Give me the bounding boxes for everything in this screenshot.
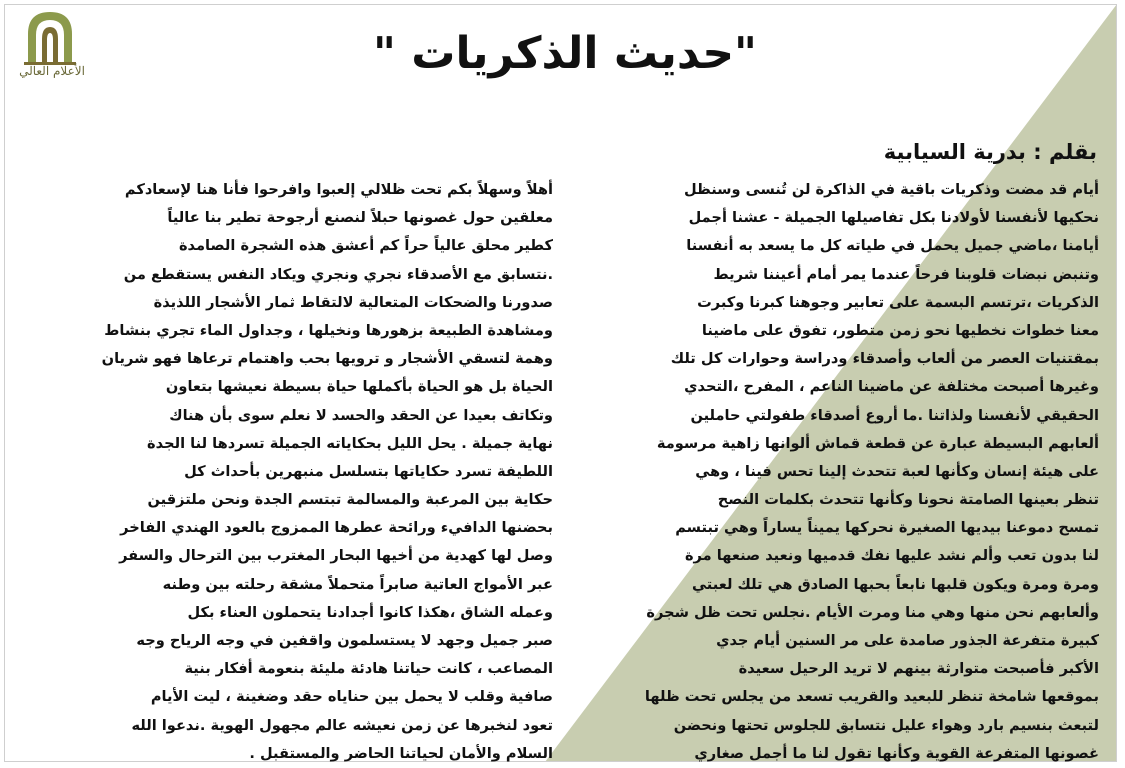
text-line: عبر الأمواج العاتية صابراً متحملاً مشقة رحلته بين وطنه <box>162 575 553 593</box>
text-line: وصل لها كهدية من أخيها البحار المغترب بين الترحال والسفر <box>119 547 553 565</box>
text-line: صافية وقلب لا يحمل بين حناياه حقد وضغينة ، ليت الأيام <box>150 688 553 706</box>
text-line: بموقعها شامخة تنظر للبعيد والقريب تسعد من يجلس تحت ظلها <box>644 688 1099 706</box>
text-line: لنا بدون تعب وألم نشد عليها نفك قدميها ونعيد صنعها مرة <box>684 547 1099 565</box>
text-line: على هيئة إنسان وكأنها لعبة تتحدث إلينا تحس فينا ، وهي <box>695 462 1099 480</box>
text-line: كطير محلق عالياً حراً كم أعشق هذه الشجرة الصامدة <box>178 237 553 255</box>
text-line: بحضنها الدافيء ورائحة عطرها الممزوج بالعود الهندي الفاخر <box>120 519 553 537</box>
text-line: نحكيها لأنفسنا لأولادنا بكل تفاصيلها الجميلة - عشنا أجمل <box>688 209 1099 227</box>
text-line: صدورنا والضحكات المتعالية لالتقاط ثمار الأشجار اللذيذة <box>153 293 553 311</box>
text-line: تعود لنخبرها عن زمن نعيشه عالم مجهول الهوية .ندعوا الله <box>131 716 553 734</box>
text-line: ألعابهم البسيطة عبارة عن قطعة قماش ألوانها زاهية مرسومة <box>656 434 1099 452</box>
text-line: صبر جميل وجهد لا يستسلمون واقفين في وجه الرياح وجه <box>136 632 553 649</box>
text-line: وهمة لتسقي الأشجار و ترويها بحب واهتمام ترعاها فهو شريان <box>101 350 553 368</box>
text-line: الذكريات ،ترتسم البسمة على تعابير وجوهنا كبرنا وكبرت <box>697 293 1099 311</box>
text-line: ومشاهدة الطبيعة بزهورها ونخيلها ، وجداول الماء تجري بنشاط <box>104 321 553 339</box>
logo-inner-arch <box>42 27 58 64</box>
text-line: الأكبر فأصبحت متوارثة بينهم لا تريد الرحيل سعيدة <box>738 660 1099 678</box>
text-line: حكاية بين المرعبة والمسالمة تبتسم الجدة ونحن ملتزقين <box>147 491 553 509</box>
text-line: بمقتنيات العصر من ألعاب وأصدقاء ودراسة وحوارات كل تلك <box>670 350 1099 368</box>
text-line: وتنبض نبضات قلوبنا فرحاً عندما يمر أمام أعيننا شريط <box>713 265 1099 283</box>
article-column-right <box>557 176 1099 768</box>
text-line: الحياة بل هو الحياة بأكملها حياة بسيطة نعيشها بتعاون <box>165 378 553 396</box>
article-title: "حديث الذكريات " <box>373 28 757 79</box>
text-line: أهلاً وسهلاً بكم تحت ظلالي إلعبوا وافرحوا فأنا هنا لإسعادكم <box>124 181 553 198</box>
text-line: السلام والأمان لحياتنا الحاضر والمستقبل . <box>249 744 553 762</box>
text-line: وتكاتف بعيدا عن الحقد والحسد لا نعلم سوى بأن هناك <box>169 406 553 424</box>
article-byline: بقلم : بدرية السيابية <box>883 140 1097 164</box>
text-line: أيامنا ،ماضي جميل يحمل في طياته كل ما يسعد به أنفسنا <box>686 237 1099 255</box>
text-line: كبيرة متفرعة الجذور صامدة على مر السنين أيام جدي <box>716 632 1099 649</box>
text-line: معنا خطوات نخطيها نحو زمن متطور، تفوق على ماضينا <box>701 321 1099 339</box>
text-line: الحقيقي لأنفسنا ولذاتنا .ما أروع أصدقاء طفولتي حاملين <box>690 406 1099 424</box>
article-column-left <box>27 176 553 768</box>
text-line: معلقين حول غصونها حبلاً لنصنع أرجوحة تطير بنا عالياً <box>167 209 553 227</box>
text-line: .نتسابق مع الأصدقاء نجري ونجري ويكاد النفس يستقطع من <box>123 265 553 283</box>
text-line: تنظر بعينها الصامتة نحونا وكأنها تتحدث بكلمات النصح <box>717 491 1099 509</box>
text-line: اللطيفة تسرد حكاياتها بتسلسل منبهرين بأحداث كل <box>184 462 553 480</box>
text-line: أيام قد مضت وذكريات باقية في الذاكرة لن تُنسى وسنظل <box>683 181 1099 198</box>
text-line: وعمله الشاق ،هكذا كانوا أجدادنا يتحملون العناء بكل <box>187 603 553 621</box>
logo-outer-arch <box>28 12 72 64</box>
text-line: لتبعث بنسيم بارد وهواء عليل نتسابق للجلوس تحتها ونحضن <box>673 716 1099 734</box>
text-line: وألعابهم نحن منها وهي منا ومرت الأيام .نجلس تحت ظل شجرة <box>646 603 1099 621</box>
text-line: المصاعب ، كانت حياتنا هادئة مليئة بنعومة أفكار بنية <box>184 660 553 678</box>
logo-caption: الأعلام العالي <box>19 64 85 78</box>
text-line: ومرة ومرة ويكون قلبها نابعاً بحبها الصادق هي تلك لعبتي <box>692 575 1099 593</box>
text-line: غصونها المتفرعة القوية وكأنها تقول لنا ما أجمل صغاري <box>694 744 1099 762</box>
text-line: وغيرها أصبحت مختلفة عن ماضينا الناعم ، المفرح ،التحدي <box>684 378 1099 396</box>
text-line: تمسح دموعنا بيديها الصغيرة نحركها يميناً يساراً وهي تبتسم <box>675 519 1099 537</box>
text-line: نهاية جميلة . يحل الليل بحكاياته الجميلة تسردها لنا الجدة <box>147 434 553 452</box>
